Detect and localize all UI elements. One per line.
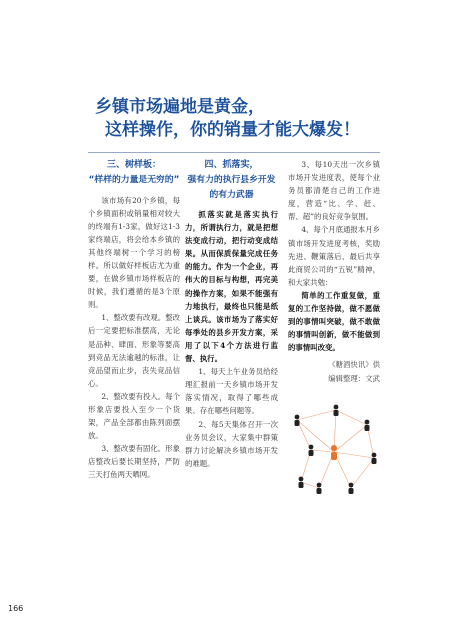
paragraph: 3、每10天出一次乡镇市场开发进度表，使每个业务员都清楚自己的工作进度，营造“比、学、赶、帮、超”的良好竞争氛围。: [288, 160, 380, 222]
paragraph: 简单的工作重复做，重复的工作坚持做，做不愿做到的事情叫突破，做不敢做的事情叫创新，做不能做到的事情叫改变。: [288, 290, 380, 353]
column-1: [88, 158, 180, 482]
headline-line-1: 乡镇市场遍地是黄金，: [95, 97, 265, 117]
credit-editor: 编辑整理：文武: [328, 373, 380, 383]
section-4-title: 四、抓落实，: [204, 160, 259, 170]
section-3-heading: [88, 158, 180, 188]
people-network-illustration: [289, 400, 384, 500]
top-divider: [88, 152, 380, 153]
paragraph: 该市场有20个乡镇，每个乡镇面积或销量相对较大的终端有1-3家，做好这1-3家终端店，将会给本乡镇的其他终端树一个学习的榜样。所以做好样板店尤为重要，在做乡镇市场样板店的时候，我们遵循的是3个原则。: [88, 195, 180, 310]
paragraph: 2、每5天集体召开一次业务员会议，大家集中群策群力讨论解决乡镇市场开发的难题。: [185, 419, 278, 468]
paragraph: 4、每个月底通报本月乡镇市场开发进度考核，奖励先进、鞭策落后、最后共享此商贸公司的“五锐”精神，和大家共勉：: [288, 225, 380, 287]
credit-source: 《糖酒快讯》供: [328, 360, 380, 370]
section-3-title: 三、树样板：: [106, 160, 161, 170]
page-number: 166: [8, 604, 24, 613]
paragraph: 3、整改要有固化。形象店整改后要长期坚持，严防三天打鱼两天晒网。: [88, 444, 180, 480]
section-4-subtitle: 强有力的执行县乡开发的有力武器: [187, 175, 276, 200]
column-3: [288, 158, 380, 385]
credit: [288, 358, 380, 384]
article-headline: [95, 96, 425, 142]
column-2: [185, 158, 278, 470]
headline-line-2: 这样操作，你的销量才能大爆发！: [105, 120, 360, 140]
paragraph: 1、每天上午业务员给经理汇报前一天乡镇市场开发落实情况，取得了哪些成果、存在哪些问题等。: [185, 367, 278, 416]
paragraph: 2、整改要有投入。每个形象店要投入至少一个货架，产品全部都由陈列面摆放。: [88, 391, 180, 441]
paragraph: 1、整改要有改观。整改后一定要把标准摆高，无论是品种、肆面、形象等要高到竞品无法逾越的标准，让竞品望而止步，丧失竞品信心。: [88, 313, 180, 388]
paragraph: 抓落实就是落实执行力，所谓执行力，就是把想法变成行动，把行动变成结果。从而保质保量完成任务的能力。作为一个企业，再伟大的目标与构想，再完美的操作方案，如果不能强有力地执行，最终也只能是纸上谈兵。该市场为了落实好每季处的县乡开发方案，采用了以下4个方法进行监督、执行。: [185, 210, 278, 364]
section-4-heading: [185, 158, 278, 202]
section-3-subtitle: “样样的力量是无穷的”: [88, 175, 180, 185]
